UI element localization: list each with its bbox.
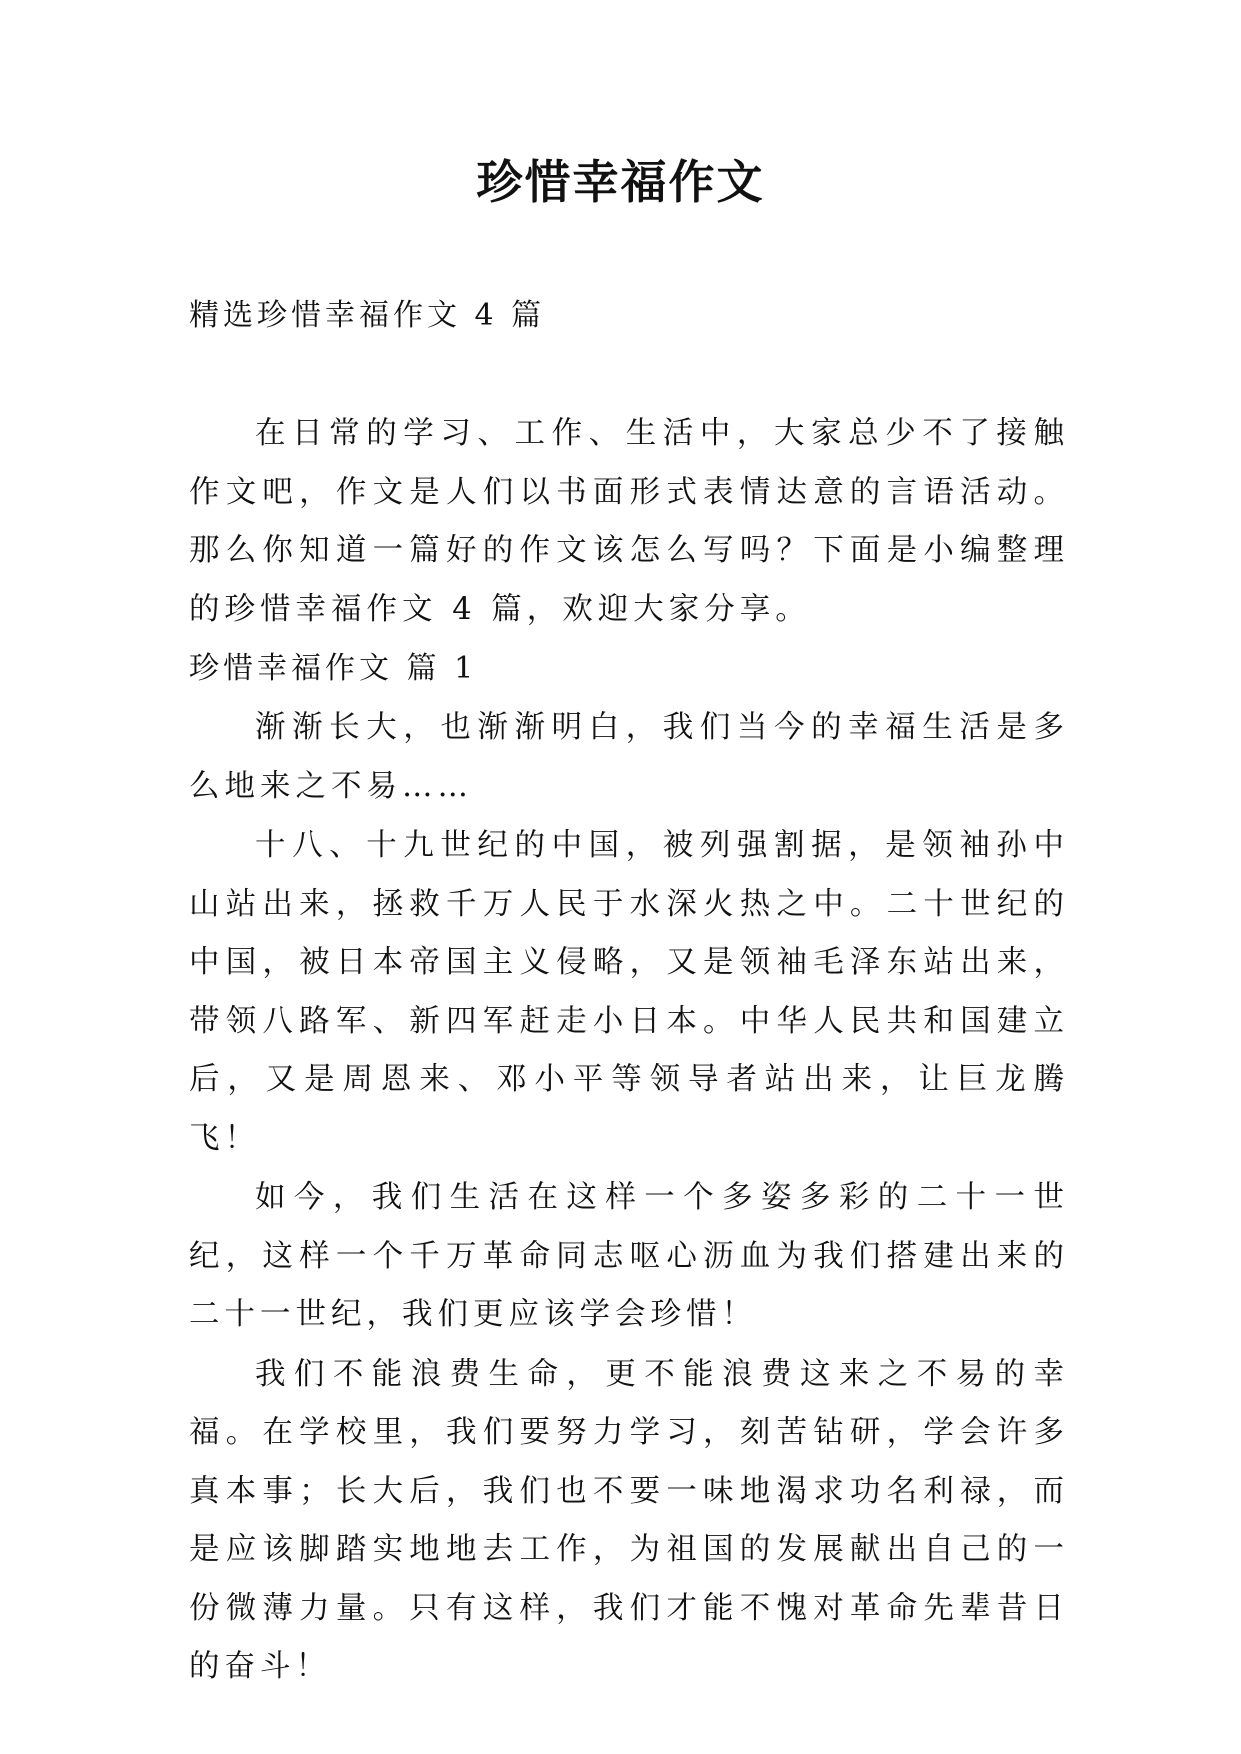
document-body xyxy=(189,405,1069,1698)
intro-paragraph: 在日常的学习、工作、生活中，大家总少不了接触作文吧，作文是人们以书面形式表情达意的言语活动。那么你知道一篇好的作文该怎么写吗？下面是小编整理的珍惜幸福作文 4 篇，欢迎大家分享。 xyxy=(189,416,1069,627)
body-paragraph: 我们不能浪费生命，更不能浪费这来之不易的幸福。在学校里，我们要努力学习，刻苦钻研，学会许多真本事；长大后，我们也不要一味地渴求功名利禄，而是应该脚踏实地地去工作，为祖国的发展献出自己的一份微薄力量。只有这样，我们才能不愧对革命先辈昔日的奋斗！ xyxy=(189,1356,1069,1684)
document-subtitle: 精选珍惜幸福作文 4 篇 xyxy=(189,298,546,333)
document-title: 珍惜幸福作文 xyxy=(476,155,765,209)
body-paragraph: 如今，我们生活在这样一个多姿多彩的二十一世纪，这样一个千万革命同志呕心沥血为我们搭建出来的二十一世纪，我们更应该学会珍惜！ xyxy=(189,1180,1069,1332)
section-heading: 珍惜幸福作文 篇 1 xyxy=(189,651,478,686)
body-paragraph: 十八、十九世纪的中国，被列强割据，是领袖孙中山站出来，拯救千万人民于水深火热之中。二十世纪的中国，被日本帝国主义侵略，又是领袖毛泽东站出来，带领八路军、新四军赶走小日本。中华人民共和国建立后，又是周恩来、邓小平等领导者站出来，让巨龙腾飞！ xyxy=(189,828,1069,1156)
body-paragraph: 渐渐长大，也渐渐明白，我们当今的幸福生活是多么地来之不易…… xyxy=(189,710,1069,804)
